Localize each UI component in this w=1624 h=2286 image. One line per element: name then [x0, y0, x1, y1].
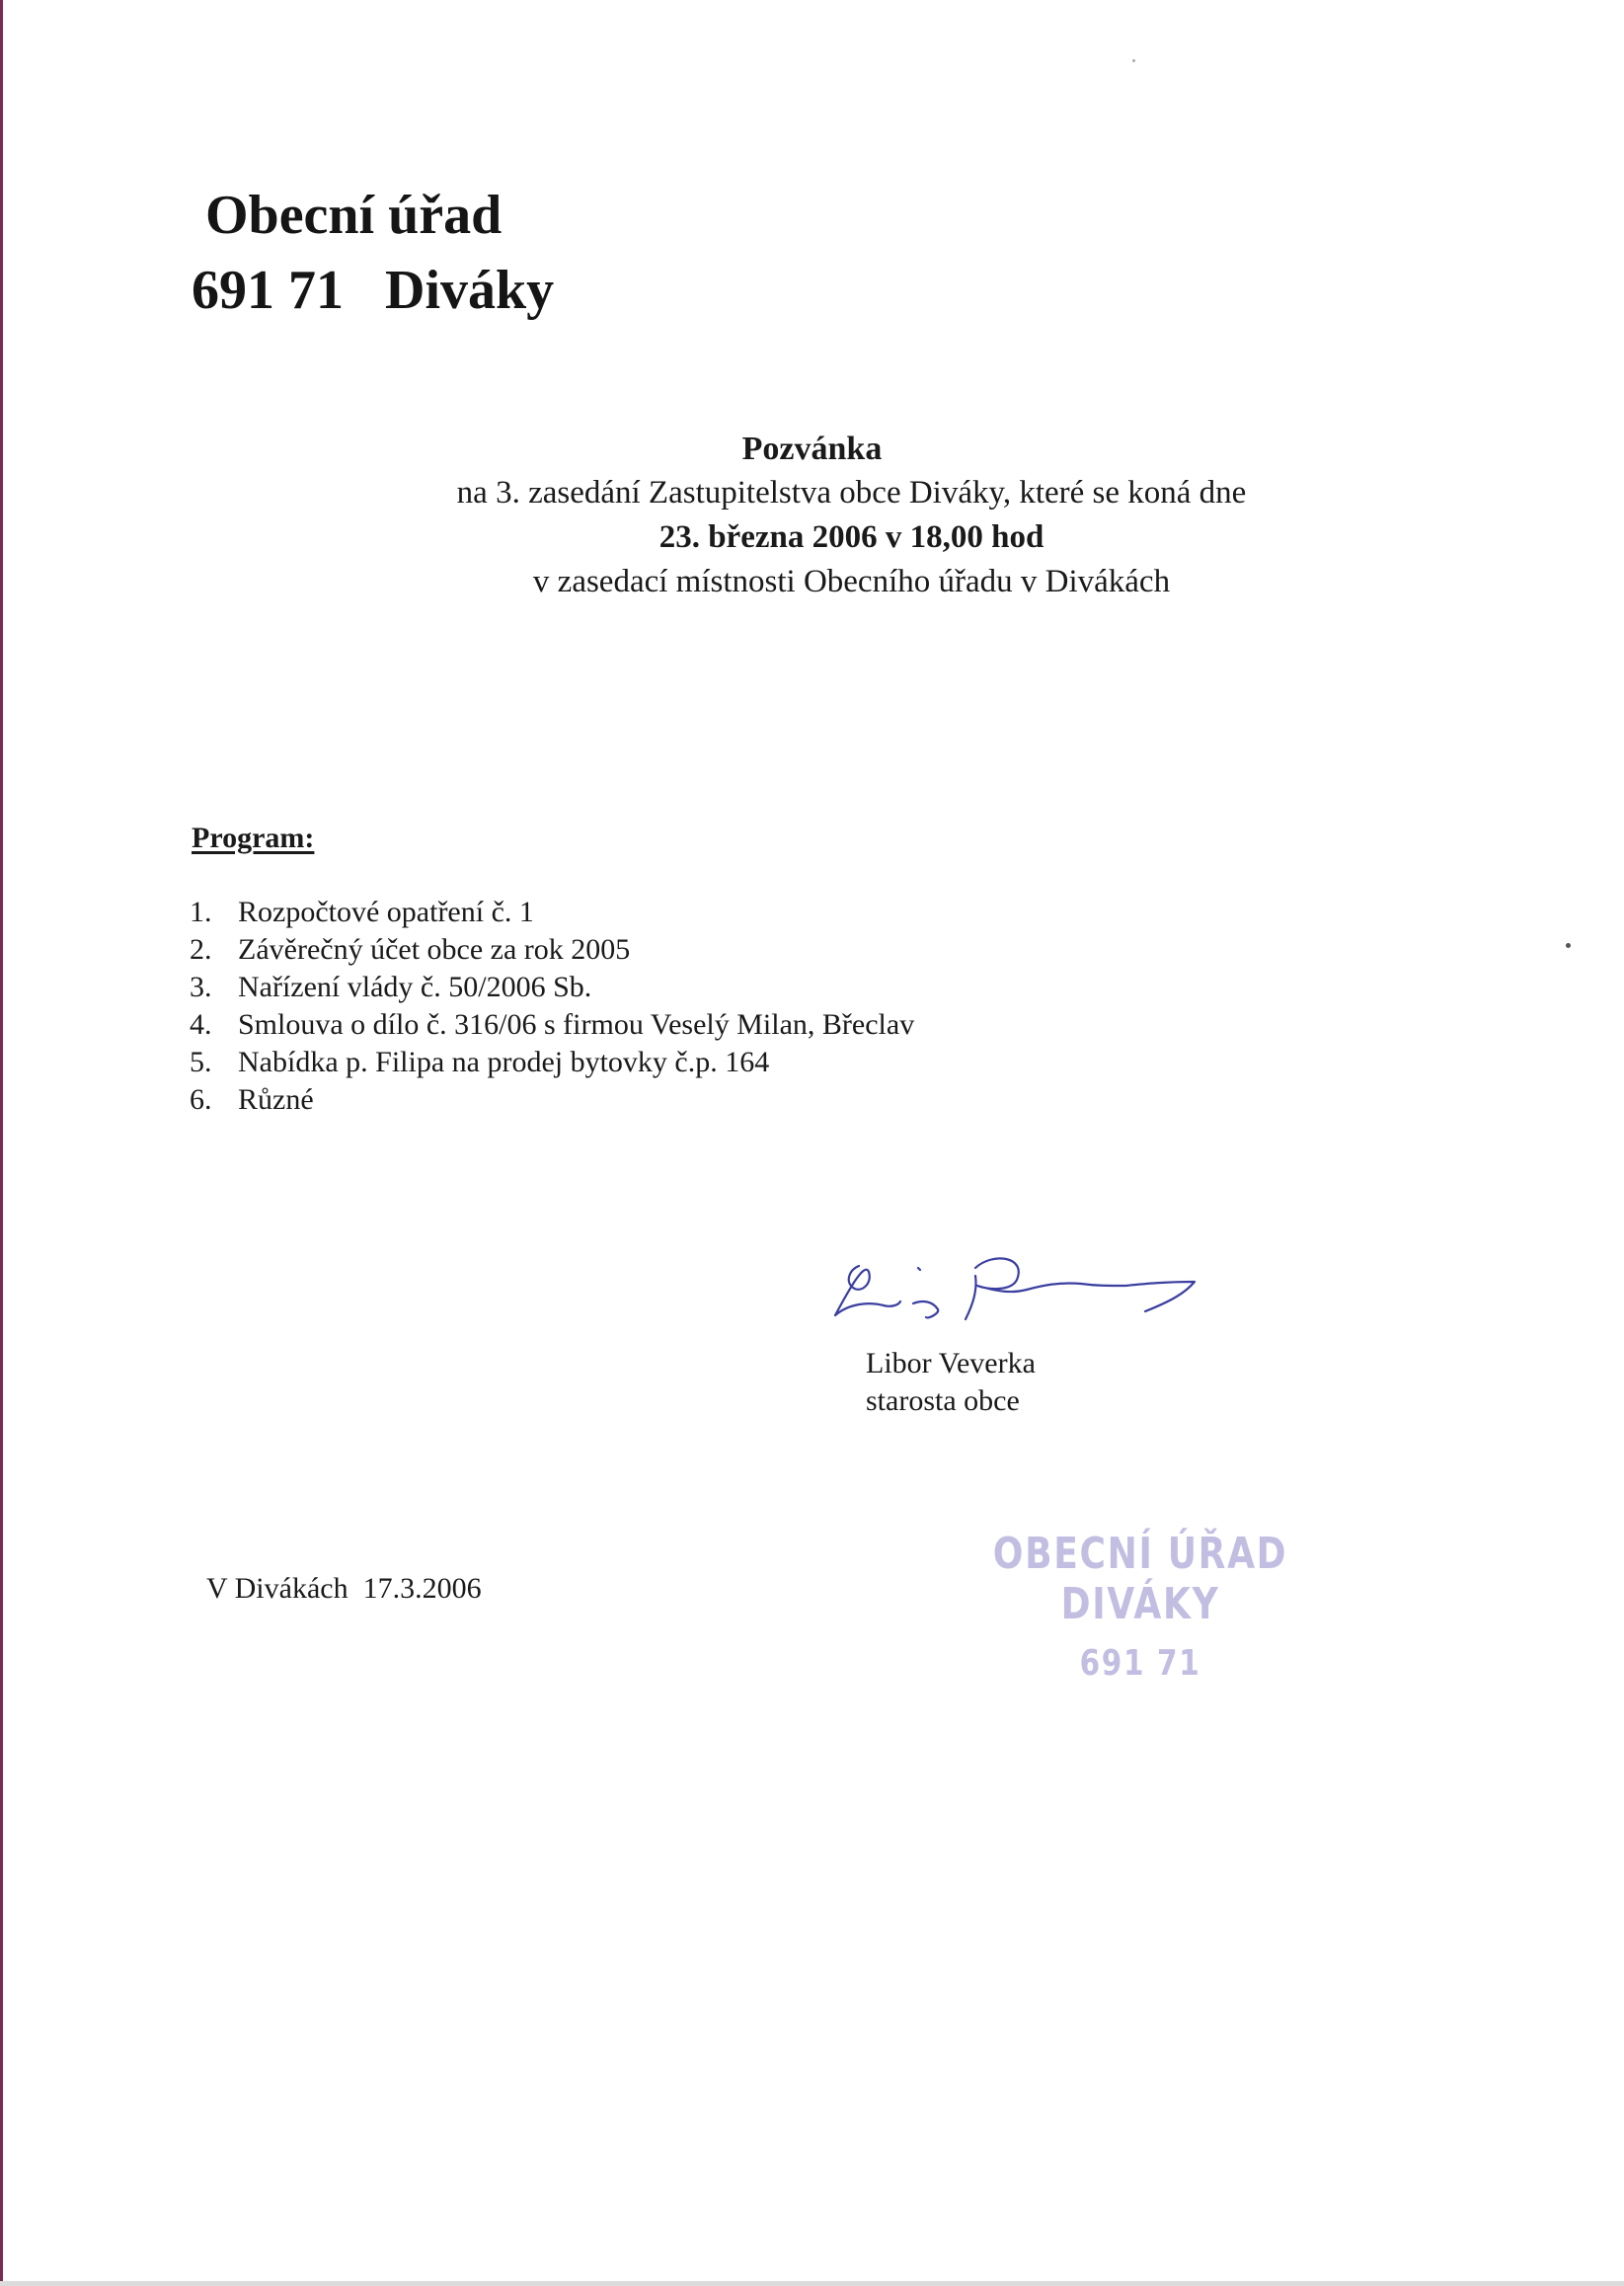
program-item-text: Závěrečný účet obce za rok 2005 [238, 933, 631, 966]
office-name: Obecní úřad [205, 185, 503, 246]
program-item-text: Nařízení vlády č. 50/2006 Sb. [238, 971, 592, 1003]
program-item [190, 1081, 914, 1119]
signer-block [866, 1345, 1036, 1420]
program-list [190, 894, 914, 1119]
program-item-number: 2. [190, 933, 212, 966]
program-item-text: Nabídka p. Filipa na prodej bytovky č.p. 164 [238, 1046, 770, 1078]
program-item [190, 931, 914, 969]
program-item-number: 5. [190, 1046, 212, 1078]
handwritten-signature [829, 1246, 1264, 1325]
place-and-date: V Divákách 17.3.2006 [206, 1572, 482, 1605]
program-item-number: 6. [190, 1083, 212, 1116]
signer-role: starosta obce [866, 1384, 1020, 1417]
stamp-line-1: OBECNÍ ÚŘAD DIVÁKY [992, 1529, 1288, 1629]
letterhead [192, 178, 554, 328]
signer-name: Libor Veverka [866, 1347, 1036, 1379]
program-item [190, 969, 914, 1006]
program-item-text: Rozpočtové opatření č. 1 [238, 896, 534, 928]
program-item-number: 4. [190, 1008, 212, 1041]
program-item-number: 3. [190, 971, 212, 1003]
page-bottom-edge [0, 2281, 1624, 2286]
program-item-text: Různé [238, 1083, 314, 1116]
program-item [190, 1006, 914, 1044]
invitation-date-time: 23. března 2006 v 18,00 hod [658, 519, 1044, 555]
office-stamp [913, 1529, 1367, 1684]
invitation-venue: v zasedací místnosti Obecního úřadu v Divákách [532, 564, 1171, 599]
program-item [190, 1044, 914, 1081]
page-left-edge [0, 0, 3, 2286]
stamp-line-2: 691 71 [1079, 1643, 1201, 1684]
signature-stroke [966, 1258, 1195, 1319]
signature-stroke [835, 1266, 938, 1317]
scan-speck [1132, 59, 1135, 62]
office-postcode-town: 691 71 Diváky [192, 260, 555, 321]
invitation-line: na 3. zasedání Zastupitelstva obce Diváky, které se koná dne [456, 475, 1247, 511]
program-item-text: Smlouva o dílo č. 316/06 s firmou Veselý Milan, Břeclav [238, 1008, 915, 1041]
program-item-number: 1. [190, 896, 212, 928]
invitation-title: Pozvánka [741, 431, 883, 467]
program-item [190, 894, 914, 931]
scan-speck [1566, 943, 1571, 948]
program-heading: Program: [192, 822, 315, 854]
invitation-block [0, 427, 1624, 604]
